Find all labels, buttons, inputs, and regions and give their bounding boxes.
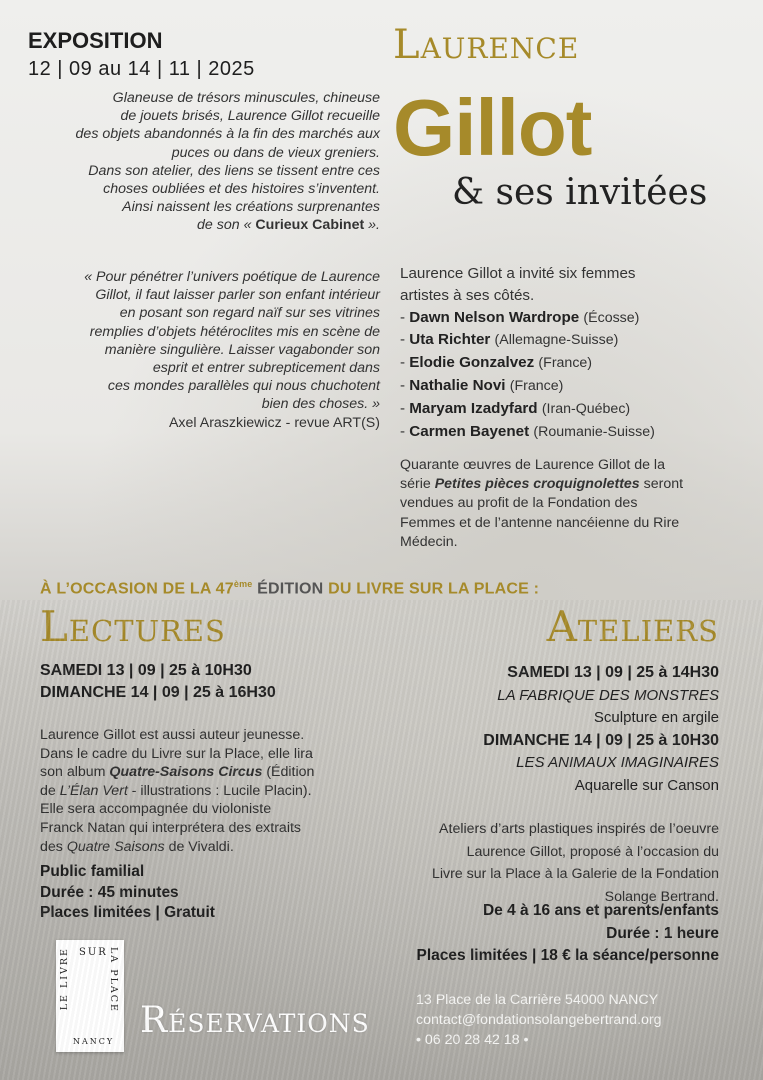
album-title: Quatre-Saisons Circus — [109, 764, 263, 781]
quote-line: Gillot, il faut laisser parler son enfant intérieur — [95, 287, 380, 304]
artist-name: Carmen Bayenet — [409, 422, 530, 440]
lectures-info — [40, 862, 215, 924]
lectures-description — [40, 726, 380, 856]
artist-name: Maryam Izadyfard — [409, 399, 538, 417]
lecture-line — [40, 763, 380, 782]
sale-text: seront — [639, 476, 684, 493]
email-link[interactable]: contact@fondationsolangebertrand.org — [416, 1012, 662, 1028]
atelier-date: SAMEDI 13 | 09 | 25 à 14H30 — [507, 664, 719, 681]
intro-line — [30, 216, 380, 234]
address: 13 Place de la Carrière 54000 NANCY — [416, 992, 659, 1008]
artist-name: Dawn Nelson Wardrope — [409, 308, 580, 326]
charity-sale — [400, 456, 740, 552]
lecture-text: son album — [40, 764, 110, 781]
artist-country: (Écosse) — [583, 309, 640, 326]
atelier-subtitle: Aquarelle sur Canson — [574, 776, 719, 794]
logo-text-right: LA PLACE — [108, 947, 119, 1013]
series-name: Petites pièces croquignolettes — [434, 476, 640, 493]
atelier-ages: De 4 à 16 ans et parents/enfants — [482, 902, 719, 919]
atelier-date: DIMANCHE 14 | 09 | 25 à 10H30 — [483, 731, 719, 749]
intro-text: de son « — [197, 217, 256, 234]
atelier-line: Livre sur la Place à la Galerie de la Fondation — [431, 866, 719, 882]
artist-item: - Elodie Gonzalvez (France) — [400, 354, 593, 372]
intro-line: Dans son atelier, des liens se tissent entre ces — [88, 162, 380, 179]
artists-list — [400, 307, 740, 444]
intro-paragraph — [30, 89, 380, 235]
artist-country: (Roumanie-Suisse) — [533, 423, 655, 440]
exhibition-dates: 12 | 09 au 14 | 11 | 2025 — [28, 58, 255, 80]
artist-last-name: Gillot — [393, 83, 592, 172]
occasion-suffix: DU LIVRE SUR LA PLACE : — [328, 580, 540, 598]
artist-country: (Allemagne-Suisse) — [494, 332, 619, 349]
lecture-text: des — [40, 838, 67, 855]
atelier-line: Ateliers d’arts plastiques inspirés de l’oeuvre — [439, 821, 719, 837]
artists-intro: Laurence Gillot a invité six femmes — [400, 265, 636, 282]
lecture-line — [40, 838, 380, 857]
sale-line: Quarante œuvres de Laurence Gillot de la — [400, 457, 665, 473]
artist-item: - Dawn Nelson Wardrope (Écosse) — [400, 308, 640, 326]
artist-name: Elodie Gonzalvez — [409, 354, 535, 372]
curieux-cabinet: Curieux Cabinet — [255, 217, 365, 234]
intro-line: Glaneuse de trésors minuscules, chineuse — [112, 90, 380, 106]
sale-line — [400, 475, 740, 494]
intro-line: puces ou dans de vieux greniers. — [171, 144, 380, 161]
atelier-duration: Durée : 1 heure — [606, 924, 719, 942]
sale-line: vendues au profit de la Fondation des — [400, 495, 638, 512]
quote-line: bien des choses. » — [261, 396, 380, 413]
lecture-places: Places limitées | Gratuit — [40, 904, 215, 921]
ateliers-title: Ateliers — [546, 602, 719, 651]
lecture-text: de Vivaldi. — [164, 838, 234, 855]
artist-country: (Iran-Québec) — [541, 400, 631, 417]
atelier-title: LES ANIMAUX IMAGINAIRES — [516, 754, 719, 771]
sale-line: Médecin. — [400, 533, 458, 550]
lecture-line: Laurence Gillot est aussi auteur jeunesse. — [40, 727, 305, 743]
artist-first-name: Laurence — [393, 22, 580, 68]
occasion-prefix: À L’OCCASION DE LA 47 — [40, 580, 234, 598]
lecture-line: Dans le cadre du Livre sur la Place, elle lira — [40, 745, 313, 762]
artist-country: (France) — [509, 377, 564, 394]
logo-text-left: LE LIVRE — [59, 947, 70, 1011]
phone-number[interactable]: • 06 20 28 42 18 • — [416, 1032, 529, 1048]
quote-line: en posant son regard naïf sur ses vitrines — [119, 305, 380, 322]
artist-item: - Uta Richter (Allemagne-Suisse) — [400, 331, 619, 349]
atelier-places: Places limitées | 18 € la séance/personne — [416, 947, 719, 964]
lecture-line — [40, 782, 380, 801]
sale-line: Femmes et de l’antenne nancéienne du Rire — [400, 514, 680, 531]
logo-text-sur: SUR — [79, 947, 108, 958]
intro-line: Ainsi naissent les créations surprenantes — [122, 199, 380, 216]
occasion-heading — [40, 579, 539, 598]
livre-sur-la-place-logo — [56, 940, 124, 1052]
lecture-audience: Public familial — [40, 863, 145, 880]
guests-title: & ses invitées — [452, 172, 708, 213]
atelier-line: Solange Bertrand. — [604, 888, 719, 905]
lecture-date: DIMANCHE 14 | 09 | 25 à 16H30 — [40, 684, 276, 701]
atelier-line: Laurence Gillot, proposé à l’occasion du — [466, 843, 719, 860]
lecture-line: Elle sera accompagnée du violoniste — [40, 801, 272, 818]
intro-line: de jouets brisés, Laurence Gillot recueille — [120, 108, 380, 125]
lecture-text: (Édition — [262, 764, 315, 781]
quote-line: remplies d’objets hétéroclites mis en scène de — [89, 323, 380, 340]
atelier-subtitle: Sculpture en argile — [593, 709, 719, 726]
artists-intro: artistes à ses côtés. — [400, 286, 535, 304]
lectures-title: Lectures — [40, 602, 226, 651]
quote-author: Axel Araszkiewicz - revue ART(S) — [168, 414, 380, 431]
ateliers-description — [339, 818, 719, 908]
artist-item: - Nathalie Novi (France) — [400, 376, 564, 394]
intro-text: ». — [364, 217, 380, 234]
artist-name: Nathalie Novi — [409, 376, 506, 394]
intro-line: choses oubliées et des histoires s’inventent. — [103, 181, 380, 198]
quote-line: ces mondes parallèles qui nous chuchotent — [107, 378, 380, 395]
contact-info — [416, 990, 662, 1050]
lecture-text: - illustrations : Lucile Placin). — [127, 782, 312, 799]
guest-artists — [400, 263, 740, 443]
exposition-label: EXPOSITION — [28, 28, 163, 53]
artist-name: Uta Richter — [409, 331, 491, 349]
quote-line: manière singulière. Laisser vagabonder son — [104, 341, 380, 358]
intro-line: des objets abandonnés à la fin des marchés aux — [75, 126, 380, 143]
publisher-name: L’Élan Vert — [59, 782, 128, 799]
music-work: Quatre Saisons — [66, 838, 165, 855]
lecture-line: Franck Natan qui interprétera des extraits — [40, 819, 302, 836]
lecture-date: SAMEDI 13 | 09 | 25 à 10H30 — [40, 662, 252, 679]
logo-text-city: NANCY — [73, 1037, 115, 1046]
artist-country: (France) — [538, 355, 593, 372]
quote-line: « Pour pénétrer l’univers poétique de Laurence — [84, 269, 380, 285]
occasion-sup: ème — [233, 579, 253, 589]
lecture-duration: Durée : 45 minutes — [40, 883, 179, 901]
artist-item: - Maryam Izadyfard (Iran-Québec) — [400, 399, 631, 417]
ateliers-info — [339, 900, 719, 968]
lecture-text: de — [40, 782, 60, 799]
critic-quote — [30, 268, 380, 432]
ateliers-schedule — [359, 662, 719, 797]
occasion-middle: ÉDITION — [252, 580, 329, 598]
sale-text: série — [400, 476, 435, 493]
quote-line: esprit et entrer subrepticement dans — [152, 360, 380, 377]
artist-item: - Carmen Bayenet (Roumanie-Suisse) — [400, 422, 655, 440]
reservations-title: Réservations — [140, 1000, 370, 1041]
atelier-title: LA FABRIQUE DES MONSTRES — [497, 686, 719, 704]
lectures-dates — [40, 660, 276, 704]
